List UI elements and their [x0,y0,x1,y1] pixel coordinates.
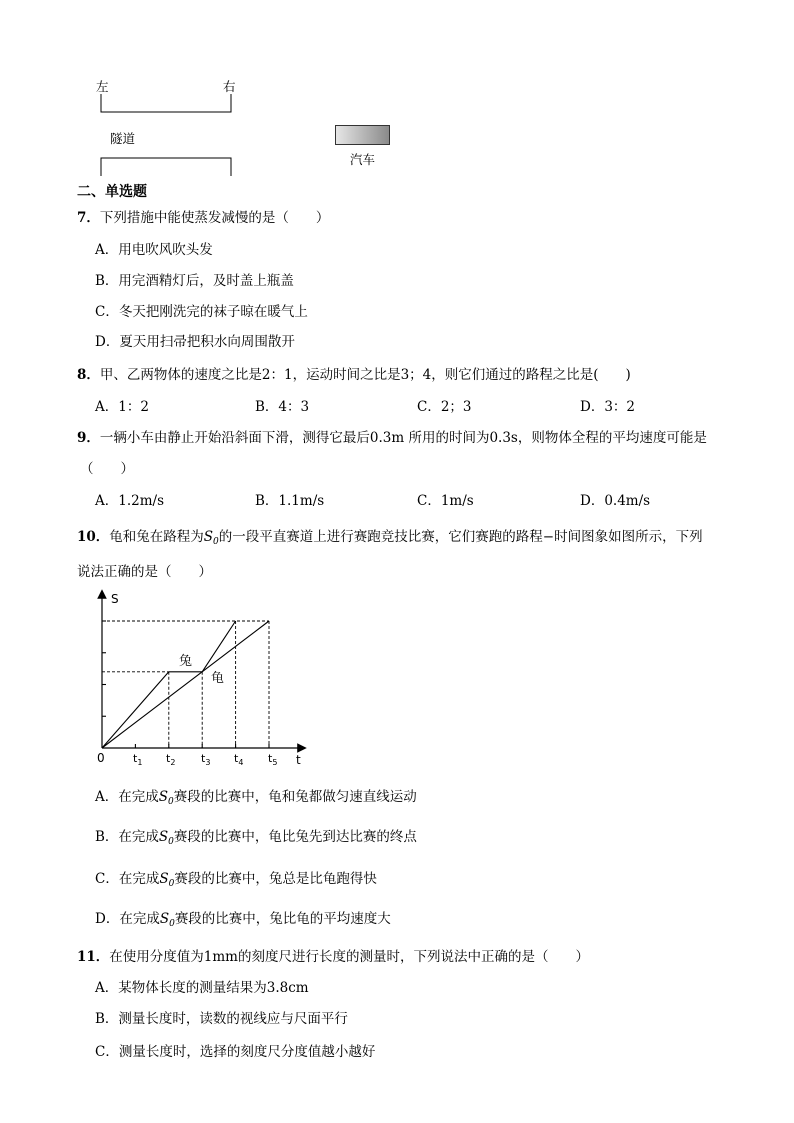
question-text-part1: 龟和兔在路程为 [109,529,204,545]
question-number: 9． [77,430,100,446]
left-label: 左 [96,79,109,94]
origin-label: 0 [97,751,105,765]
q8-option-d: D．3：2 [580,399,636,415]
right-label: 右 [223,79,236,94]
question-text: 下列措施中能使蒸发减慢的是（ ） [99,210,330,226]
q8-option-c: C．2；3 [417,399,472,415]
question-7 [77,206,329,226]
q8-option-b: B．4：3 [255,399,310,415]
section-title: 二、单选题 [77,184,147,200]
turtle-line-segment [102,621,269,748]
q7-option-a: A．用电吹风吹头发 [95,242,213,258]
rabbit-line-segment [102,672,169,748]
q10-option-d: D．在完成$S_0$赛段的比赛中，兔比龟的平均速度大 [95,911,391,929]
question-number: 7． [77,210,100,226]
y-axis-label: S [111,592,119,606]
question-number: 8． [77,367,100,383]
tick-label-t4: $t_4$ [234,752,244,767]
q9-option-b: B．1.1m/s [255,493,325,509]
q11-option-a: A．某物体长度的测量结果为3.8cm [95,980,309,996]
rabbit-label: 兔 [179,654,193,669]
question-9 [77,426,707,446]
q11-option-b: B．测量长度时，读数的视线应与尺面平行 [95,1011,348,1027]
question-8 [77,363,631,383]
q7-option-c: C．冬天把刚洗完的袜子晾在暖气上 [95,304,308,320]
question-text-part2: 的一段平直赛道上进行赛跑竞技比赛，它们赛跑的路程−时间图象如图所示，下列 [218,529,703,545]
tunnel-label: 隧道 [110,131,136,146]
q8-option-a: A．1：2 [95,399,149,415]
turtle-label: 龟 [211,671,225,686]
question-10 [77,525,703,547]
symbol-s: S [203,529,214,545]
q10-option-b: B．在完成$S_0$赛段的比赛中，龟比兔先到达比赛的终点 [95,829,417,847]
q7-option-d: D．夏天用扫帚把积水向周围散开 [95,334,295,350]
q10-option-a: A．在完成$S_0$赛段的比赛中，龟和兔都做匀速直线运动 [95,789,417,807]
q9-option-c: C．1m/s [417,493,474,509]
x-axis-label: t [296,753,301,767]
car-shape [335,125,390,145]
symbol-sub: 0 [213,537,219,547]
q11-option-c: C．测量长度时，选择的刻度尺分度值越小越好 [95,1044,376,1060]
q9-option-a: A．1.2m/s [95,493,164,509]
tick-label-t3: $t_3$ [201,752,211,767]
q7-option-b: B．用完酒精灯后，及时盖上瓶盖 [95,273,294,289]
question-11 [77,945,589,965]
question-text: 甲、乙两物体的速度之比是2：1，运动时间之比是3；4，则它们通过的路程之比是( ) [99,367,631,383]
tick-label-t2: $t_2$ [166,752,176,767]
question-9-paren: （ ） [80,461,134,477]
question-text: 在使用分度值为1mm的刻度尺进行长度的测量时，下列说法中正确的是（ ） [109,949,589,965]
question-10-line2: 说法正确的是（ ） [77,564,212,580]
distance-time-graph [88,588,313,773]
tick-label-t5: $t_5$ [268,752,278,767]
q9-option-d: D．0.4m/s [580,493,651,509]
question-text: 一辆小车由静止开始沿斜面下滑，测得它最后0.3m 所用的时间为0.3s，则物体全程的平均速度可能是 [99,430,707,446]
question-number: 10． [77,529,110,545]
symbol-s0 [204,529,219,545]
car-label: 汽车 [350,152,376,167]
q10-option-c: C．在完成$S_0$赛段的比赛中，兔总是比龟跑得快 [95,871,377,889]
tick-label-t1: $t_1$ [133,752,143,767]
question-number: 11． [77,949,110,965]
rabbit-line-segment [202,621,235,672]
